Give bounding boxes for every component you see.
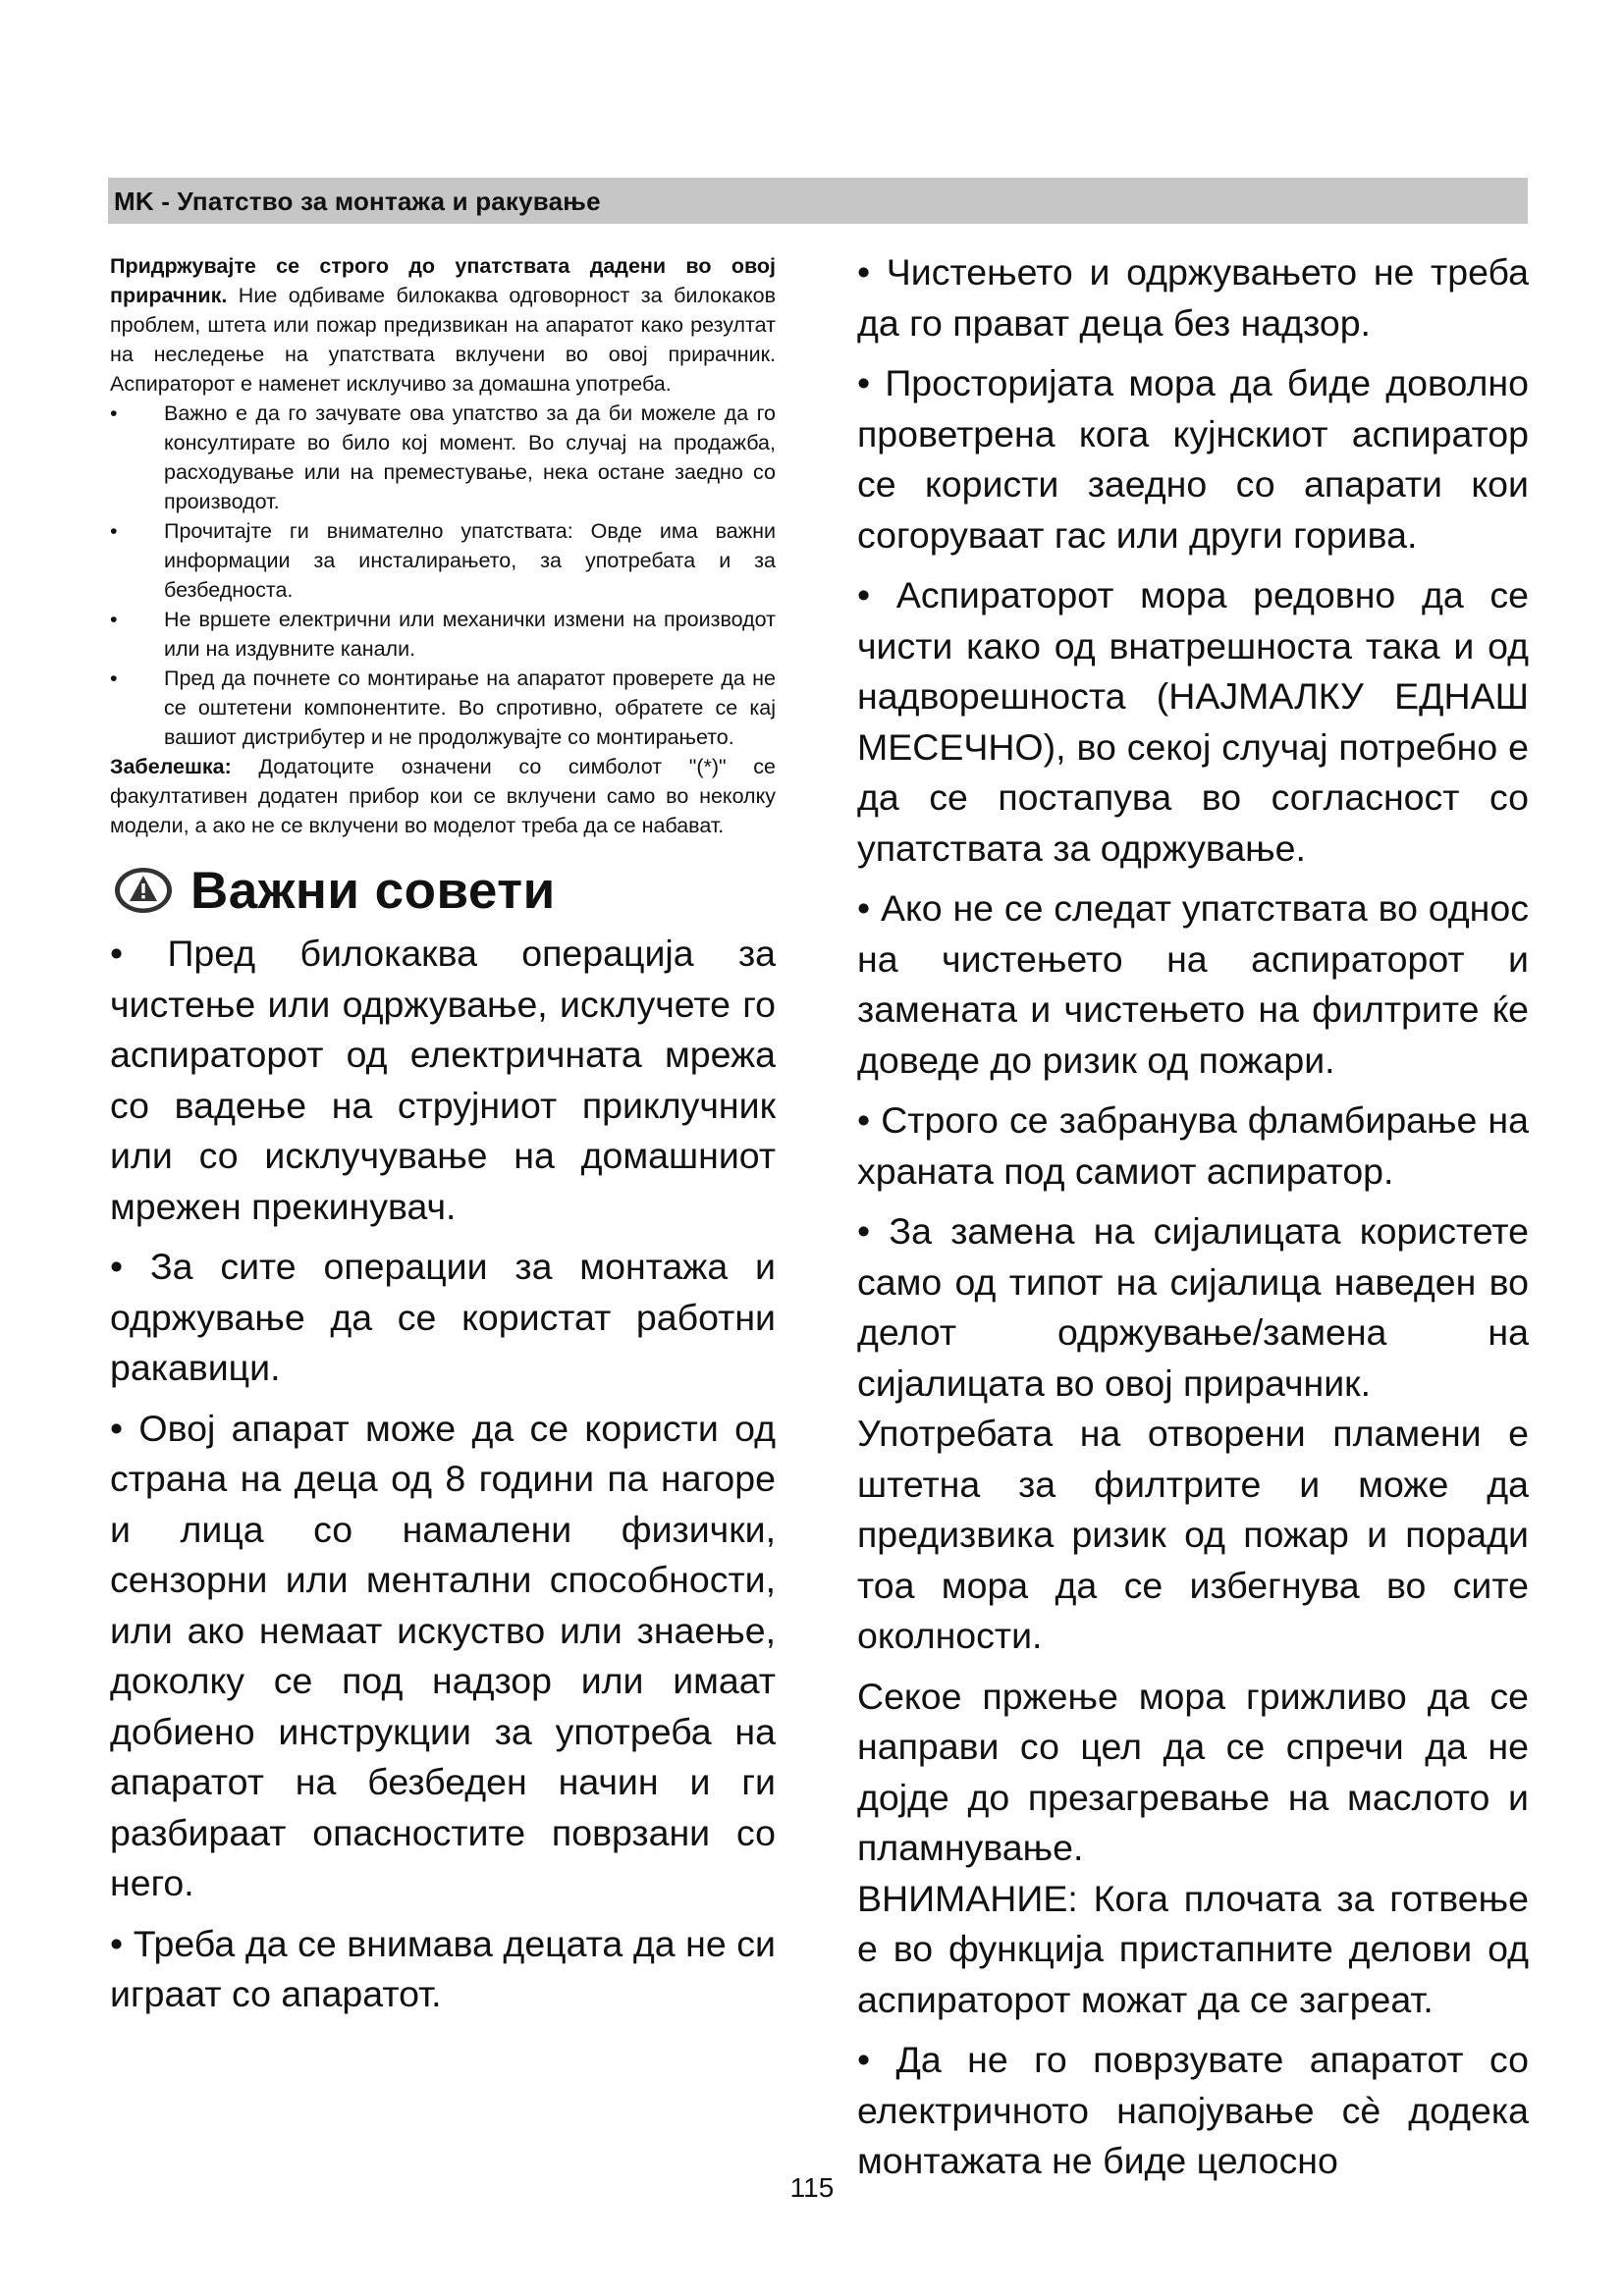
warning-triangle-icon [114,866,173,915]
advice-paragraph: • Просторијата мора да биде доволно проветрена кога кујнскиот аспиратор се користи заедно со апарати кои согоруваат гас или други горива. [857,362,1529,556]
advice-paragraph: • За замена на сијалицата користете само од типот на сијалица наведен во делот одржување/замена на сијалицата во овој прирачник. [857,1210,1529,1404]
advice-paragraph: • Аспираторот мора редовно да се чисти како од внатрешноста така и од надворешноста (НАЈМАЛКУ ЕДНАШ МЕСЕЧНО), во секој случај потребно е да се постапува во согласност со упатствата за одржување. [857,574,1529,869]
advice-paragraph: Употребата на отворени пламени е штетна за филтрите и може да предизвика ризик од пожар и поради тоа мора да се избегнува во сите околности. [857,1413,1529,1656]
intro-bullet-text: Прочитајте ги внимателно упатствата: Овде има важни информации за инсталирањето, за употребата и за безбедноста. [164,519,776,602]
bullet-dot: • [110,667,118,690]
advice-paragraph: • Да не го поврзувате апаратот со електричното напојување сè додека монтажата не биде целосно [857,2039,1529,2181]
intro-bullet [110,516,776,605]
intro-bullet [110,399,776,516]
bullet-dot: • [110,608,118,631]
advice-paragraph: • Треба да се внимава децата да не си играат со апаратот. [110,1922,776,2014]
intro-text: Ние одбиваме билокаква одговорност за билокаков проблем, штета или пожар предизвикан на апаратот како резултат на неследење на упатствата вклучени во овој прирачник. Аспираторот е наменет исклучиво за домашна употреба. [110,284,776,396]
advice-paragraph: • За сите операции за монтажа и одржување да се користат работни ракавици. [110,1246,776,1388]
section-heading [110,856,776,925]
bullet-dot: • [110,401,118,425]
left-column [110,251,776,2020]
page-number: 115 [789,2172,835,2203]
note-text: Додатоците означени со симболот "(*)" се факултативен додатен прибор кои се вклучени само во неколку модели, а ако не се вклучени во моделот треба да се набават. [110,755,776,837]
header-bar [108,178,1528,224]
advice-paragraph: • Овој апарат може да се користи од страна на деца од 8 години па нагоре и лица со намалени физички, сензорни или ментални способности, или ако немаат искуство или знаење, доколку се под надзор или имаат добиено инструкции за употреба на апаратот на безбеден начин и ги разбираат опасностите поврзани со него. [110,1407,776,1903]
intro-bullet [110,605,776,664]
section-title: Важни совети [190,861,556,920]
intro-bullet-text: Важно е да го зачувате ова упатство за да би можеле да го консултирате во било кој момент. Во случај на продажба, расходување или на преместување, нека остане заедно со производот. [164,401,776,513]
intro-paragraph [110,251,776,399]
bullet-dot: • [110,519,118,543]
intro-bullet [110,664,776,752]
right-column [857,247,1529,2187]
advice-paragraph: ВНИМАНИЕ: Кога плочата за готвење е во функција пристапните делови од аспираторот можат да се загреат. [857,1877,1529,2020]
intro-bullet-text: Не вршете електрични или механички измени на производот или на издувните канали. [164,608,776,661]
advice-paragraph: • Пред билокаква операција за чистење или одржување, исклучете го аспираторот од електричната мрежа со вадење на струјниот приклучник или со исклучување на домашниот мрежен прекинувач. [110,933,776,1227]
note-bold: Забелешка: [110,755,232,778]
page-header-title: MK - Упатство за монтажа и ракување [114,187,601,216]
note-paragraph [110,752,776,840]
intro-bold: Придржувајте се строго до упатствата дадени во овој прирачник. [110,254,776,307]
advice-paragraph: • Чистењето и одржувањето не треба да го прават деца без надзор. [857,251,1529,344]
advice-paragraph: • Ако не се следат упатствата во однос на чистењето на аспираторот и замената и чистењето на филтрите ќе доведе до ризик од пожари. [857,887,1529,1081]
intro-bullet-text: Пред да почнете со монтирање на апаратот проверете да не се оштетени компонентите. Во спротивно, обратете се кај вашиот дистрибутер и не продолжувајте со монтирањето. [164,667,776,749]
advice-paragraph: Секое пржење мора грижливо да се направи со цел да се спречи да не дојде до презагревање на маслото и пламнување. [857,1675,1529,1868]
advice-paragraph: • Строго се забранува фламбирање на храната под самиот аспиратор. [857,1099,1529,1192]
